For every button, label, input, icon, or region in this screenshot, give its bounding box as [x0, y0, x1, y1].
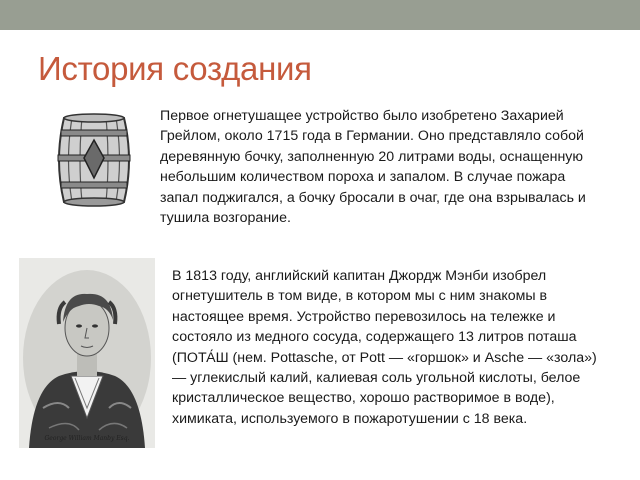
slide-title: История создания	[38, 50, 312, 87]
portrait-image	[19, 258, 155, 448]
paragraph-history-1: Первое огнетушащее устройство было изобретено Захарией Грейлом, около 1715 года в Германии. Оно представляло собой деревянную бочку, заполненную 20 литрами воды, оснащенную небольшим количеством пороха и запалом. В случае пожара запал поджигался, а бочку бросали в очаг, где она взрывалась и тушила возгорание.	[160, 108, 586, 227]
svg-text:George William Manby Esq.: George William Manby Esq.	[44, 435, 130, 442]
barrel-image	[50, 110, 138, 210]
paragraph-history-2: В 1813 году, английский капитан Джордж Мэнби изобрел огнетушитель в том виде, в котором мы с ним знакомы в настоящее время. Устройство перевозилось на тележке и состояло из медного сосуда, содержащего 13 литров поташа (ПОТА́Ш (нем. Pottasche, от Pott — «горшок» и Asche — «зола») — углекислый калий, калиевая соль угольной кислоты, белое кристаллическое вещество, хорошо растворимое в воде), химиката, используемого в пожаротушении с 18 века.	[172, 268, 597, 427]
top-bar	[0, 0, 640, 30]
